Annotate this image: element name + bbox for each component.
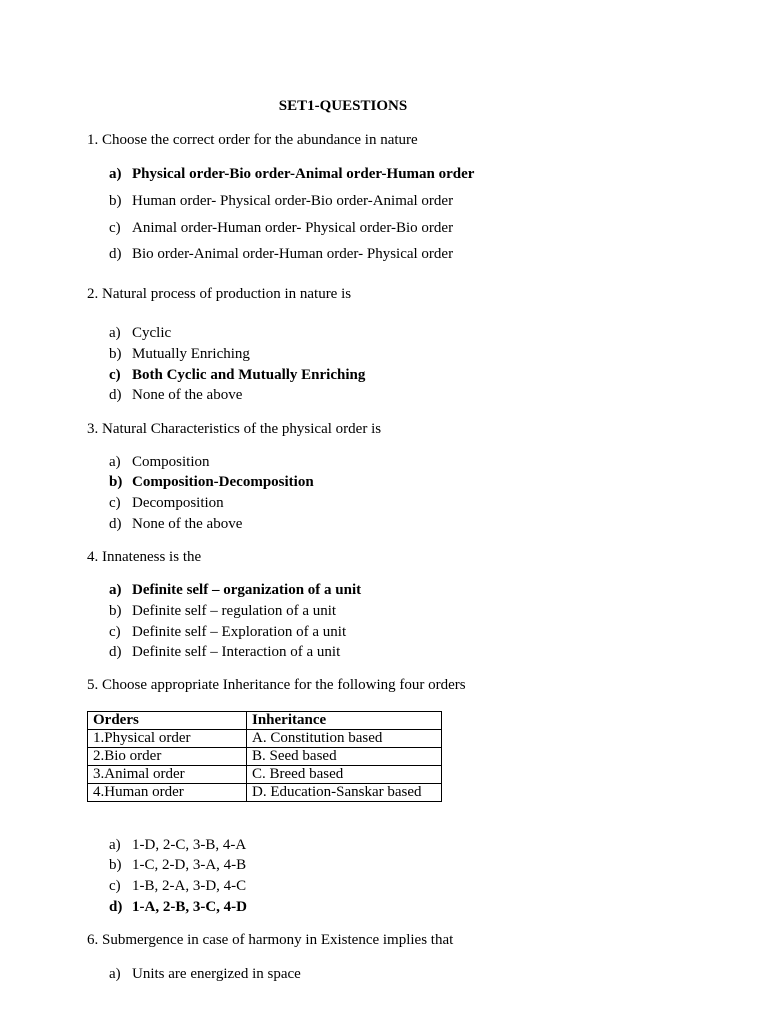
question-3-option-c [109, 495, 224, 512]
option-label: d) [109, 644, 122, 660]
option-text: Composition [132, 454, 210, 470]
question-5-option-c [109, 878, 246, 895]
table-cell: 3.Animal order [88, 766, 247, 784]
option-text: Definite self – organization of a unit [132, 582, 362, 598]
table-row [88, 730, 442, 748]
option-label: b) [109, 857, 122, 873]
table-row [88, 748, 442, 766]
question-4: 4. Innateness is the [87, 549, 202, 565]
question-4-option-b [109, 603, 336, 620]
option-label: c) [109, 495, 121, 511]
table-cell: 1.Physical order [88, 730, 247, 748]
question-2-option-c [109, 367, 365, 384]
option-text: Human order- Physical order-Bio order-Animal order [132, 193, 454, 209]
option-label: b) [109, 474, 123, 490]
option-label: c) [109, 878, 121, 894]
question-3-option-d [109, 516, 242, 533]
question-2: 2. Natural process of production in nature is [87, 286, 352, 302]
option-text: 1-C, 2-D, 3-A, 4-B [132, 857, 247, 873]
option-text: None of the above [132, 387, 243, 403]
option-text: Physical order-Bio order-Animal order-Human order [132, 166, 475, 182]
option-label: d) [109, 246, 122, 262]
table-cell: A. Constitution based [247, 730, 442, 748]
option-text: 1-B, 2-A, 3-D, 4-C [132, 878, 247, 894]
table-cell: 2.Bio order [88, 748, 247, 766]
table-header-row [88, 712, 442, 730]
option-label: c) [109, 220, 121, 236]
option-label: a) [109, 582, 122, 598]
question-2-option-a [109, 325, 171, 342]
option-text: 1-D, 2-C, 3-B, 4-A [132, 837, 247, 853]
option-text: Units are energized in space [132, 966, 301, 982]
question-6-option-a [109, 966, 301, 983]
option-text: Definite self – regulation of a unit [132, 603, 337, 619]
question-1: 1. Choose the correct order for the abundance in nature [87, 132, 418, 148]
option-text: Composition-Decomposition [132, 474, 314, 490]
option-label: a) [109, 325, 121, 341]
option-label: c) [109, 624, 121, 640]
option-text: Cyclic [132, 325, 172, 341]
option-label: d) [109, 516, 122, 532]
option-text: Mutually Enriching [132, 346, 250, 362]
question-5: 5. Choose appropriate Inheritance for the following four orders [87, 677, 466, 693]
table-cell: C. Breed based [247, 766, 442, 784]
option-text: Both Cyclic and Mutually Enriching [132, 367, 366, 383]
question-4-option-d [109, 644, 340, 661]
table-cell: B. Seed based [247, 748, 442, 766]
option-label: a) [109, 837, 121, 853]
inheritance-table [87, 711, 442, 802]
option-label: b) [109, 603, 122, 619]
question-3-option-b [109, 474, 314, 491]
question-1-option-b [109, 193, 453, 210]
table-cell: 4.Human order [88, 784, 247, 802]
question-3-option-a [109, 454, 210, 471]
table-row [88, 784, 442, 802]
table-cell: D. Education-Sanskar based [247, 784, 442, 802]
question-5-option-d [109, 899, 247, 916]
question-4-option-c [109, 624, 346, 641]
question-3: 3. Natural Characteristics of the physical order is [87, 421, 382, 437]
option-text: Definite self – Exploration of a unit [132, 624, 347, 640]
option-label: b) [109, 346, 122, 362]
question-5-option-a [109, 837, 246, 854]
table-row [88, 766, 442, 784]
question-6: 6. Submergence in case of harmony in Existence implies that [87, 932, 454, 948]
question-2-option-d [109, 387, 242, 404]
question-4-option-a [109, 582, 361, 599]
question-1-option-d [109, 246, 453, 263]
option-text: Decomposition [132, 495, 224, 511]
page-title: SET1-QUESTIONS [278, 98, 408, 114]
option-label: c) [109, 367, 121, 383]
option-label: b) [109, 193, 122, 209]
table-header-inheritance: Inheritance [247, 712, 442, 730]
question-5-option-b [109, 857, 246, 874]
option-text: Animal order-Human order- Physical order-Bio order [132, 220, 454, 236]
question-2-option-b [109, 346, 250, 363]
option-label: d) [109, 387, 122, 403]
option-text: Definite self – Interaction of a unit [132, 644, 341, 660]
option-label: d) [109, 899, 123, 915]
option-label: a) [109, 166, 122, 182]
question-1-option-a [109, 166, 474, 183]
option-text: 1-A, 2-B, 3-C, 4-D [132, 899, 247, 915]
option-label: a) [109, 454, 121, 470]
option-text: Bio order-Animal order-Human order- Physical order [132, 246, 454, 262]
option-text: None of the above [132, 516, 243, 532]
option-label: a) [109, 966, 121, 982]
table-header-orders: Orders [88, 712, 247, 730]
question-1-option-c [109, 220, 453, 237]
